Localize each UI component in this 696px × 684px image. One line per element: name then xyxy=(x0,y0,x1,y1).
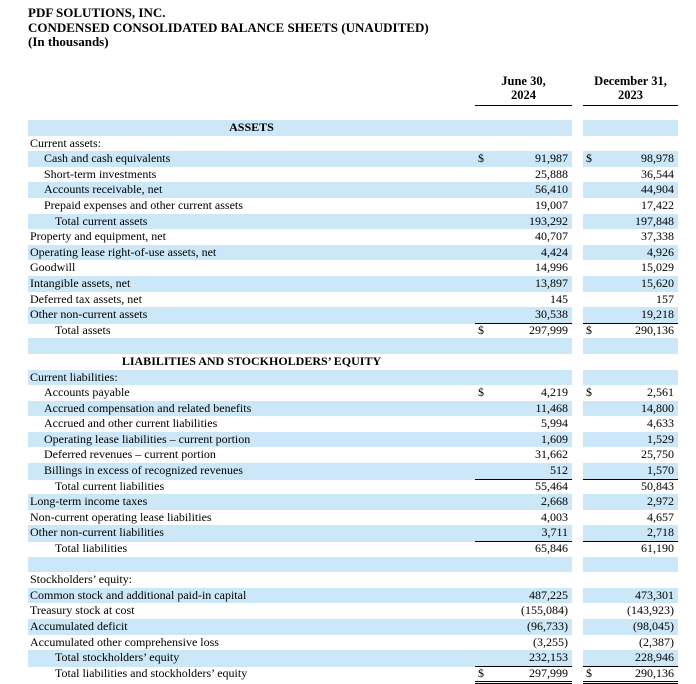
table-row xyxy=(28,666,678,682)
column-gap xyxy=(572,447,583,463)
value-dec2023 xyxy=(583,385,678,401)
dollar-sign: $ xyxy=(586,385,592,400)
value-dec2023 xyxy=(583,525,678,542)
column-gap xyxy=(572,572,583,588)
units-note: (In thousands) xyxy=(28,34,109,49)
value-dec2023 xyxy=(583,120,678,136)
amount: (2,387) xyxy=(639,634,674,649)
table-row xyxy=(28,276,678,292)
row-label: Accumulated other comprehensive loss xyxy=(30,634,219,649)
table-row xyxy=(28,650,678,666)
row-label: Deferred revenues – current portion xyxy=(44,447,216,462)
amount: 25,888 xyxy=(535,166,568,181)
amount: 157 xyxy=(656,291,674,306)
row-label: Total assets xyxy=(55,322,111,337)
row-label: Accounts payable xyxy=(44,385,130,400)
value-jun2024 xyxy=(475,557,572,573)
value-jun2024 xyxy=(475,541,572,558)
amount: 19,218 xyxy=(641,307,674,322)
row-label: Other non-current assets xyxy=(28,307,475,324)
table-row xyxy=(28,167,678,183)
row-label: Total current assets xyxy=(28,214,475,230)
spacer-row xyxy=(28,557,678,573)
row-label: Total current liabilities xyxy=(55,478,165,493)
value-jun2024 xyxy=(475,432,572,448)
table-row xyxy=(28,447,678,463)
amount: 228,946 xyxy=(635,650,674,665)
table-row xyxy=(28,182,678,198)
amount: 4,424 xyxy=(541,244,568,259)
value-jun2024 xyxy=(475,292,572,308)
amount: (155,084) xyxy=(521,603,568,618)
column-headers xyxy=(28,74,678,106)
amount: 297,999 xyxy=(529,665,568,680)
value-jun2024 xyxy=(475,479,572,495)
amount: 61,190 xyxy=(641,541,674,556)
value-dec2023 xyxy=(583,572,678,588)
value-jun2024 xyxy=(475,120,572,136)
spacer-row xyxy=(28,338,678,354)
amount: 13,897 xyxy=(535,275,568,290)
amount: 31,662 xyxy=(535,447,568,462)
table-row xyxy=(28,151,678,167)
dollar-sign: $ xyxy=(478,151,484,166)
value-dec2023 xyxy=(583,276,678,292)
value-dec2023 xyxy=(583,463,678,480)
row-label: Prepaid expenses and other current assets xyxy=(44,197,243,212)
amount: 4,926 xyxy=(647,244,674,259)
amount: 1,609 xyxy=(541,431,568,446)
column-gap xyxy=(572,182,583,198)
column-gap xyxy=(572,307,583,324)
value-dec2023 xyxy=(583,167,678,183)
amount: 232,153 xyxy=(529,650,568,665)
value-dec2023 xyxy=(583,416,678,432)
amount: 2,972 xyxy=(647,494,674,509)
column-gap xyxy=(572,525,583,542)
row-label: Accrued and other current liabilities xyxy=(44,416,218,431)
value-dec2023 xyxy=(583,338,678,354)
column-gap xyxy=(572,635,583,652)
table-row xyxy=(28,136,678,152)
value-jun2024 xyxy=(475,635,572,652)
column-gap xyxy=(572,510,583,526)
row-label: Current liabilities: xyxy=(28,370,475,386)
column-gap xyxy=(572,354,583,370)
column-gap xyxy=(572,401,583,417)
amount: 473,301 xyxy=(635,587,674,602)
column-header-line: 2023 xyxy=(618,88,643,102)
value-jun2024 xyxy=(475,307,572,324)
statement-title: CONDENSED CONSOLIDATED BALANCE SHEETS (UNAUDITED) xyxy=(28,19,429,35)
row-label: Goodwill xyxy=(30,260,76,275)
row-label xyxy=(28,557,475,573)
column-gap xyxy=(572,557,583,573)
column-gap xyxy=(572,370,583,386)
value-dec2023 xyxy=(583,557,678,573)
value-jun2024 xyxy=(475,650,572,667)
table-row xyxy=(28,635,678,651)
company-name: PDF SOLUTIONS, INC. xyxy=(28,5,166,20)
table-row xyxy=(28,214,678,230)
value-dec2023 xyxy=(583,292,678,308)
value-dec2023 xyxy=(583,370,678,386)
amount: 487,225 xyxy=(529,587,568,602)
amount: 1,529 xyxy=(647,431,674,446)
table-row xyxy=(28,525,678,541)
document-header xyxy=(28,6,429,50)
table-row xyxy=(28,260,678,276)
value-dec2023 xyxy=(583,541,678,558)
amount: 512 xyxy=(550,463,568,478)
value-dec2023 xyxy=(583,603,678,619)
value-jun2024 xyxy=(475,619,572,635)
row-label: Total liabilities and stockholders’ equity xyxy=(55,665,248,680)
value-dec2023 xyxy=(583,354,678,370)
value-jun2024 xyxy=(475,167,572,183)
column-gap xyxy=(572,494,583,510)
table-row xyxy=(28,307,678,323)
amount: (3,255) xyxy=(533,634,568,649)
value-jun2024 xyxy=(475,260,572,276)
amount: 4,633 xyxy=(647,416,674,431)
column-gap xyxy=(572,603,583,619)
table-row xyxy=(28,229,678,245)
column-gap xyxy=(572,666,583,684)
value-dec2023 xyxy=(583,510,678,526)
value-jun2024 xyxy=(475,214,572,230)
value-jun2024 xyxy=(475,416,572,432)
value-jun2024 xyxy=(475,151,572,167)
column-gap xyxy=(572,619,583,635)
row-label: Non-current operating lease liabilities xyxy=(30,509,212,524)
row-label: Stockholders’ equity: xyxy=(30,572,133,587)
value-jun2024 xyxy=(475,603,572,619)
table-row xyxy=(28,370,678,386)
amount: 30,538 xyxy=(535,307,568,322)
column-gap xyxy=(572,245,583,261)
amount: 44,904 xyxy=(641,182,674,197)
amount: 193,292 xyxy=(529,213,568,228)
value-dec2023 xyxy=(583,666,678,684)
amount: 197,848 xyxy=(635,213,674,228)
row-label: Total liabilities xyxy=(55,541,128,556)
amount: 290,136 xyxy=(635,665,674,680)
amount: 14,800 xyxy=(641,400,674,415)
amount: 65,846 xyxy=(535,541,568,556)
table-row xyxy=(28,245,678,261)
column-gap xyxy=(572,198,583,215)
table-row xyxy=(28,541,678,557)
value-dec2023 xyxy=(583,229,678,245)
table-row xyxy=(28,432,678,448)
dollar-sign: $ xyxy=(478,385,484,400)
table-row xyxy=(28,401,678,417)
value-jun2024 xyxy=(475,229,572,245)
amount: 98,978 xyxy=(641,151,674,166)
balance-sheet-table xyxy=(28,120,678,681)
value-jun2024 xyxy=(475,666,572,684)
row-label: Operating lease liabilities – current portion xyxy=(28,432,475,448)
table-row xyxy=(28,510,678,526)
column-gap xyxy=(572,463,583,480)
table-row xyxy=(28,198,678,214)
dollar-sign: $ xyxy=(478,665,484,680)
amount: 40,707 xyxy=(535,229,568,244)
amount: 36,544 xyxy=(641,166,674,181)
amount: 55,464 xyxy=(535,478,568,493)
table-row xyxy=(28,416,678,432)
amount: 4,003 xyxy=(541,509,568,524)
amount: 37,338 xyxy=(641,229,674,244)
value-dec2023 xyxy=(583,588,678,604)
value-jun2024 xyxy=(475,588,572,604)
table-row xyxy=(28,463,678,479)
value-jun2024 xyxy=(475,136,572,152)
table-row xyxy=(28,494,678,510)
row-label: Common stock and additional paid-in capital xyxy=(28,588,475,604)
amount: 4,219 xyxy=(541,385,568,400)
column-gap xyxy=(572,541,583,558)
row-label: Other non-current liabilities xyxy=(28,525,475,542)
amount: 290,136 xyxy=(635,322,674,337)
value-dec2023 xyxy=(583,214,678,230)
value-dec2023 xyxy=(583,136,678,152)
column-header-line: December 31, xyxy=(594,74,667,88)
amount: 297,999 xyxy=(529,322,568,337)
value-jun2024 xyxy=(475,572,572,588)
value-jun2024 xyxy=(475,198,572,215)
amount: 2,718 xyxy=(647,525,674,540)
table-row xyxy=(28,619,678,635)
amount: 2,561 xyxy=(647,385,674,400)
table-row xyxy=(28,588,678,604)
row-label: Accounts receivable, net xyxy=(28,182,475,198)
amount: 17,422 xyxy=(641,197,674,212)
value-dec2023 xyxy=(583,401,678,417)
value-jun2024 xyxy=(475,354,572,370)
value-dec2023 xyxy=(583,307,678,324)
amount: 145 xyxy=(550,291,568,306)
value-jun2024 xyxy=(475,463,572,480)
column-gap xyxy=(572,432,583,448)
column-gap xyxy=(572,338,583,354)
column-gap xyxy=(572,276,583,292)
amount: 5,994 xyxy=(541,416,568,431)
value-dec2023 xyxy=(583,182,678,198)
column-gap xyxy=(572,292,583,308)
column-gap xyxy=(572,229,583,245)
column-header-spacer xyxy=(28,74,475,106)
amount: 91,987 xyxy=(535,151,568,166)
value-jun2024 xyxy=(475,338,572,354)
value-jun2024 xyxy=(475,494,572,510)
column-gap xyxy=(572,167,583,183)
row-label: Accumulated deficit xyxy=(28,619,475,635)
value-jun2024 xyxy=(475,370,572,386)
value-jun2024 xyxy=(475,447,572,463)
value-dec2023 xyxy=(583,260,678,276)
column-gap xyxy=(572,74,583,106)
column-gap xyxy=(572,479,583,495)
column-gap xyxy=(572,260,583,276)
amount: 56,410 xyxy=(535,182,568,197)
dollar-sign: $ xyxy=(586,322,592,337)
dollar-sign: $ xyxy=(586,151,592,166)
amount: (98,045) xyxy=(633,619,674,633)
section-title: ASSETS xyxy=(28,120,475,136)
value-dec2023 xyxy=(583,151,678,167)
column-gap xyxy=(572,151,583,167)
row-label: Treasury stock at cost xyxy=(30,603,135,618)
section-header-row xyxy=(28,354,678,370)
amount: 25,750 xyxy=(641,447,674,462)
amount: 14,996 xyxy=(535,260,568,275)
column-header-dec2023 xyxy=(583,74,678,106)
value-jun2024 xyxy=(475,276,572,292)
table-row xyxy=(28,603,678,619)
value-dec2023 xyxy=(583,432,678,448)
amount: (143,923) xyxy=(627,603,674,618)
row-label xyxy=(28,338,475,354)
value-jun2024 xyxy=(475,245,572,261)
table-row xyxy=(28,572,678,588)
amount: (96,733) xyxy=(527,619,568,633)
table-row xyxy=(28,479,678,495)
column-gap xyxy=(572,136,583,152)
amount: 4,657 xyxy=(647,509,674,524)
column-header-line: 2024 xyxy=(511,88,536,102)
table-row xyxy=(28,385,678,401)
value-dec2023 xyxy=(583,650,678,667)
table-row xyxy=(28,292,678,308)
amount: 3,711 xyxy=(541,525,568,540)
row-label: Total stockholders’ equity xyxy=(28,650,475,667)
column-gap xyxy=(572,385,583,401)
amount: 50,843 xyxy=(641,478,674,493)
row-label: Accrued compensation and related benefits xyxy=(28,401,475,417)
amount: 15,620 xyxy=(641,275,674,290)
row-label: Intangible assets, net xyxy=(28,276,475,292)
row-label: Deferred tax assets, net xyxy=(30,291,142,306)
column-gap xyxy=(572,588,583,604)
value-dec2023 xyxy=(583,447,678,463)
dollar-sign: $ xyxy=(586,665,592,680)
value-dec2023 xyxy=(583,245,678,261)
row-label: Billings in excess of recognized revenues xyxy=(28,463,475,480)
value-dec2023 xyxy=(583,198,678,215)
row-label: Property and equipment, net xyxy=(30,229,166,244)
column-gap xyxy=(572,650,583,667)
section-title: LIABILITIES AND STOCKHOLDERS’ EQUITY xyxy=(121,353,382,368)
value-jun2024 xyxy=(475,401,572,417)
value-dec2023 xyxy=(583,619,678,635)
column-header-jun2024 xyxy=(475,74,572,106)
column-header-line: June 30, xyxy=(501,74,546,88)
column-gap xyxy=(572,416,583,432)
table-row xyxy=(28,323,678,339)
column-gap xyxy=(572,214,583,230)
amount: 1,570 xyxy=(647,463,674,478)
value-dec2023 xyxy=(583,635,678,652)
amount: 2,668 xyxy=(541,494,568,509)
value-dec2023 xyxy=(583,479,678,495)
value-jun2024 xyxy=(475,385,572,401)
row-label: Current assets: xyxy=(30,135,101,150)
value-jun2024 xyxy=(475,182,572,198)
value-jun2024 xyxy=(475,510,572,526)
column-gap xyxy=(572,120,583,136)
value-dec2023 xyxy=(583,494,678,510)
value-jun2024 xyxy=(475,525,572,542)
row-label: Operating lease right-of-use assets, net xyxy=(28,245,475,261)
row-label: Short-term investments xyxy=(44,166,157,181)
section-header-row xyxy=(28,120,678,136)
amount: 11,468 xyxy=(535,400,568,415)
dollar-sign: $ xyxy=(478,322,484,337)
row-label: Cash and cash equivalents xyxy=(28,151,475,167)
amount: 15,029 xyxy=(641,260,674,275)
amount: 19,007 xyxy=(535,197,568,212)
row-label: Long-term income taxes xyxy=(28,494,475,510)
